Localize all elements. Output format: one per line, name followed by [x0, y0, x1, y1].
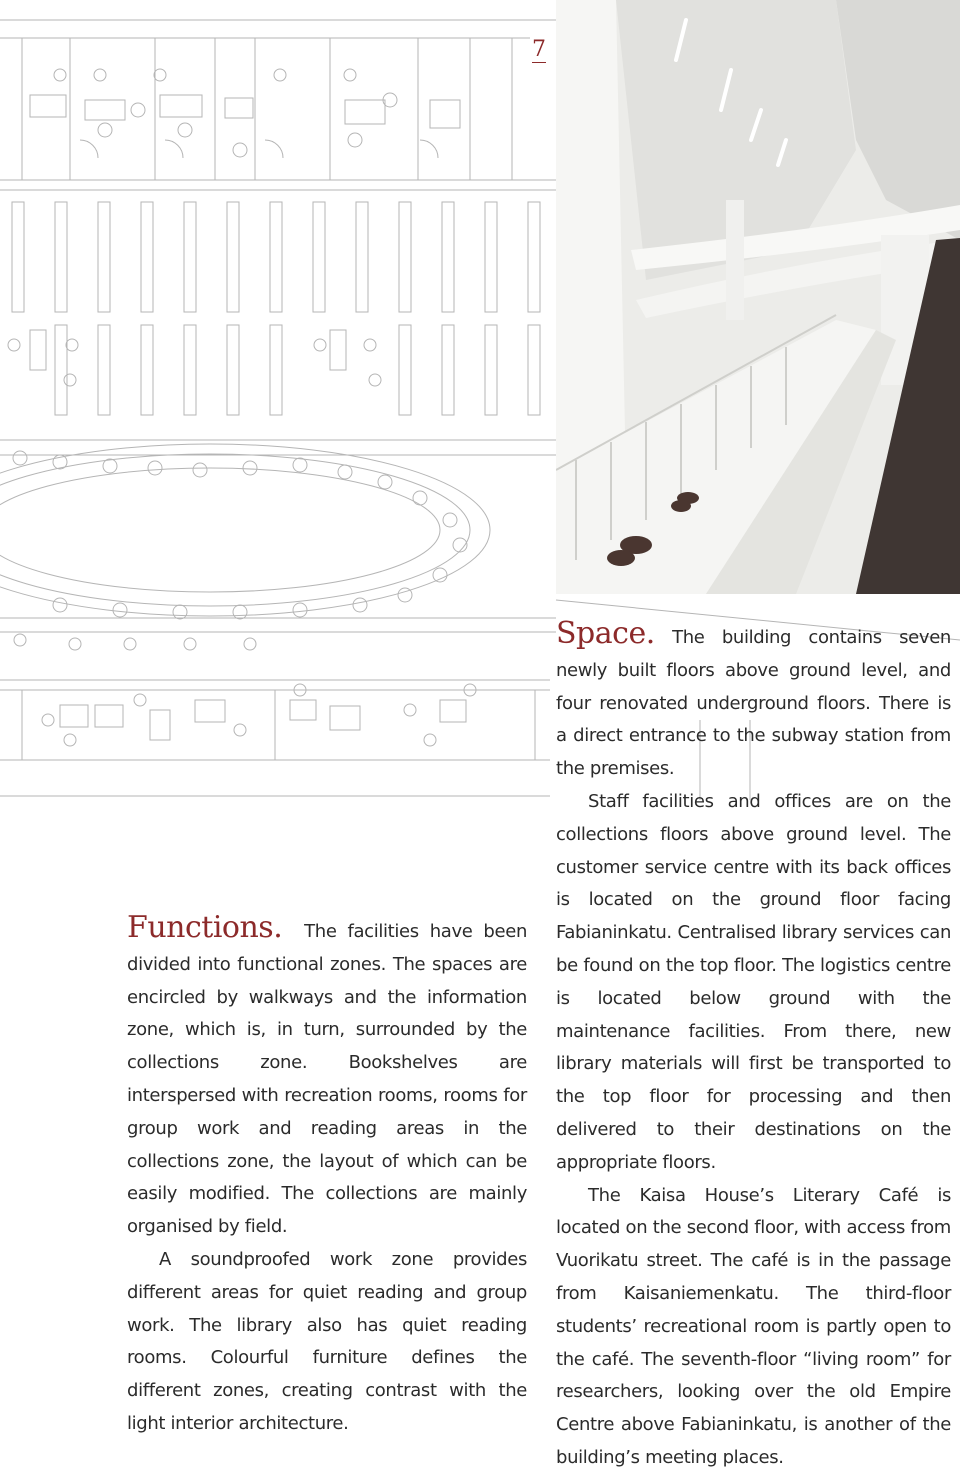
space-paragraph-3: The Kaisa House’s Literary Café is located on the second floor, with access from Vuorikatu street. The café is in the passage from Kaisaniemenkatu. The third-floor students’ recreational room is partly open to the café. The seventh-floor “living room” for researchers, looking over the old Empire Centre above Fabianinkatu, is another of the building’s meeting places. [556, 1184, 951, 1468]
space-paragraph-1 [556, 618, 951, 786]
atrium-photo [556, 0, 960, 594]
space-paragraph-1-text: The building contains seven newly built floors above ground level, and four renovated underground floors. There is a direct entrance to the subway station from the premises. [556, 627, 951, 780]
functions-heading: Functions. [127, 910, 283, 945]
page-number: 7 [532, 37, 546, 62]
functions-column [127, 912, 527, 1441]
functions-paragraph-1-text: The facilities have been divided into functional zones. The spaces are encircled by walkways and the information zone, which is, in turn, surrounded by the collections zone. Bookshelves are interspersed with recreation rooms, rooms for group work and reading areas in the collections zone, the layout of which can be easily modified. The collections are mainly organised by field. [127, 921, 527, 1238]
space-heading: Space. [556, 616, 655, 651]
space-column [556, 618, 951, 1475]
functions-paragraph-2: A soundproofed work zone provides different areas for quiet reading and group work. The library also has quiet reading rooms. Colourful furniture defines the different zones, creating contrast with the light interior architecture. [127, 1248, 527, 1434]
functions-paragraph-1 [127, 912, 527, 1244]
space-paragraph-2: Staff facilities and offices are on the collections floors above ground level. The customer service centre with its back offices is located on the ground floor facing Fabianinkatu. Centralised library services can be found on the top floor. The logistics centre is located below ground with the maintenance facilities. From there, new library materials will first be transported to the top floor for processing and then delivered to their destinations on the appropriate floors. [556, 790, 951, 1173]
